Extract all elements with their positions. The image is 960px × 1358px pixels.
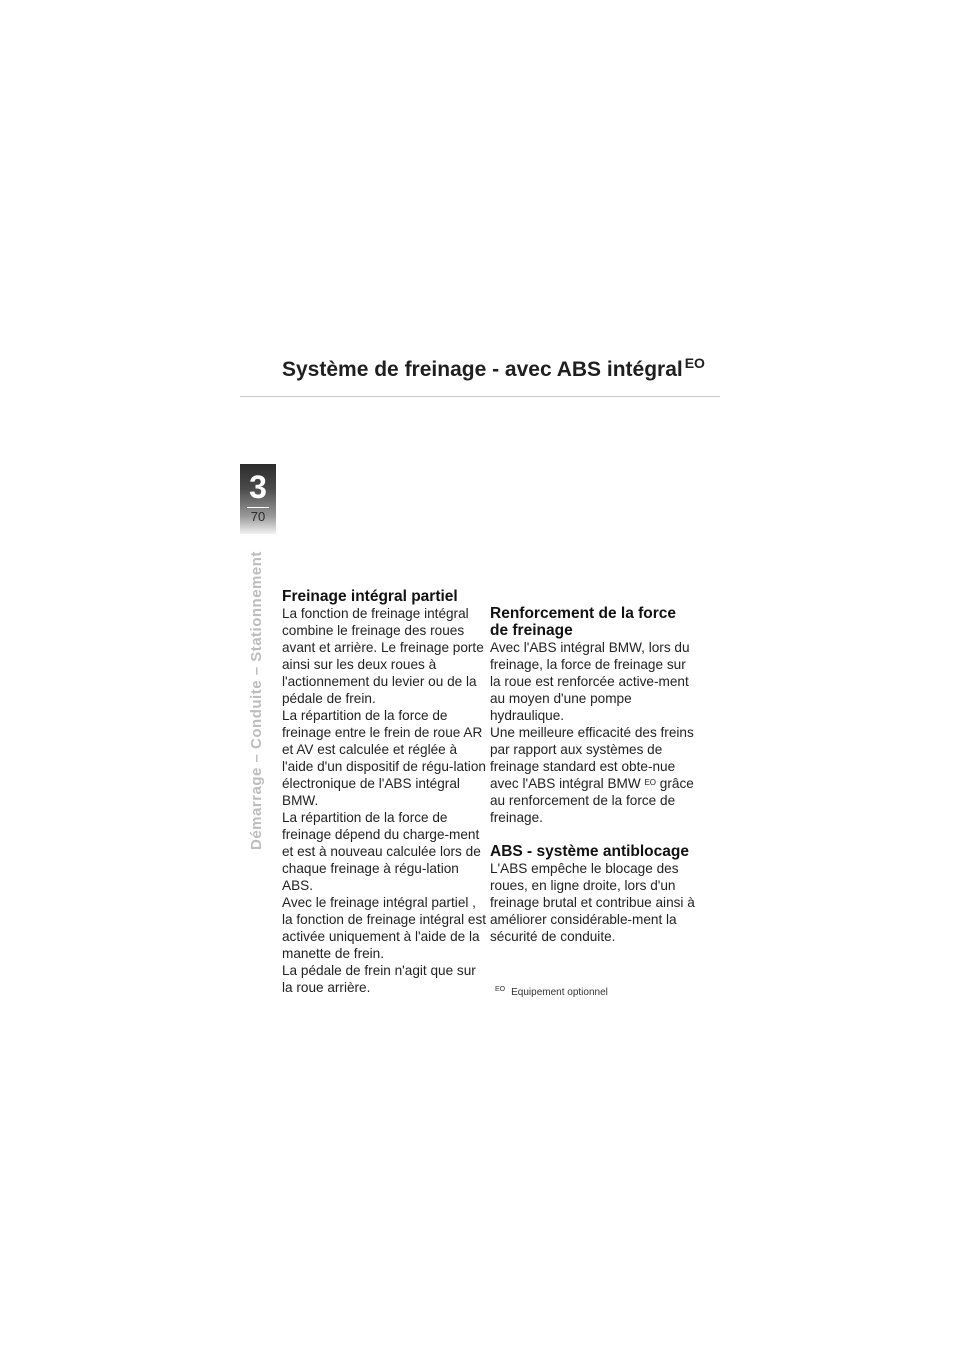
page-number: 70 <box>250 509 266 524</box>
paragraph: La pédale de frein n'agit que sur la roue arrière. <box>282 963 476 995</box>
optional-equipment-mark: EO <box>684 355 705 371</box>
left-column <box>282 588 487 996</box>
footnote-mark: EO <box>495 986 506 993</box>
right-column <box>490 605 695 945</box>
paragraph: L'ABS empêche le blocage des roues, en ligne droite, lors d'un freinage brutal et contribue ainsi à améliorer considérable-ment la sécurité de conduite. <box>490 861 695 944</box>
paragraph-text: Une meilleure efficacité des freins par rapport aux systèmes de freinage standard est obte-nue avec l'ABS intégral BMW <box>490 725 694 791</box>
paragraph: La répartition de la force de freinage dépend du charge-ment et est à nouveau calculée lors de chaque freinage à régu-lation ABS. <box>282 810 481 893</box>
section-heading-freinage-integral: Freinage intégral partiel <box>282 588 458 605</box>
page-title-text: Système de freinage - avec ABS intégral <box>282 358 683 381</box>
chapter-divider <box>247 507 269 508</box>
paragraph <box>490 724 695 826</box>
paragraph: La répartition de la force de freinage entre le frein de roue AR et AV est calculée et réglée à l'aide d'un dispositif de régu-lation électronique de l'ABS intégral BMW. <box>282 708 486 808</box>
optional-equipment-mark: EO <box>644 778 657 787</box>
footnote <box>495 987 608 998</box>
section-spacer <box>490 826 695 843</box>
chapter-number: 3 <box>249 469 267 505</box>
page-title <box>282 355 705 382</box>
chapter-tab <box>240 464 276 534</box>
paragraph: Avec l'ABS intégral BMW, lors du freinage, la force de freinage sur la roue est renforcée active-ment au moyen d'une pompe hydraulique. <box>490 640 690 723</box>
chapter-side-label: Démarrage – Conduite – Stationnement <box>248 551 265 850</box>
title-divider <box>240 396 720 397</box>
section-heading-renforcement: Renforcement de la force de freinage <box>490 605 677 639</box>
paragraph: Avec le freinage intégral partiel , la fonction de freinage intégral est activée uniquement à l'aide de la manette de frein. <box>282 895 487 961</box>
section-heading-abs: ABS - système antiblocage <box>490 843 689 860</box>
paragraph-text: grâce au renforcement de la force de freinage. <box>490 776 694 825</box>
paragraph: La fonction de freinage intégral combine le freinage des roues avant et arrière. Le freinage porte ainsi sur les deux roues à l'actionnement du levier ou de la pédale de frein. <box>282 606 484 706</box>
footnote-text: Equipement optionnel <box>511 987 608 998</box>
